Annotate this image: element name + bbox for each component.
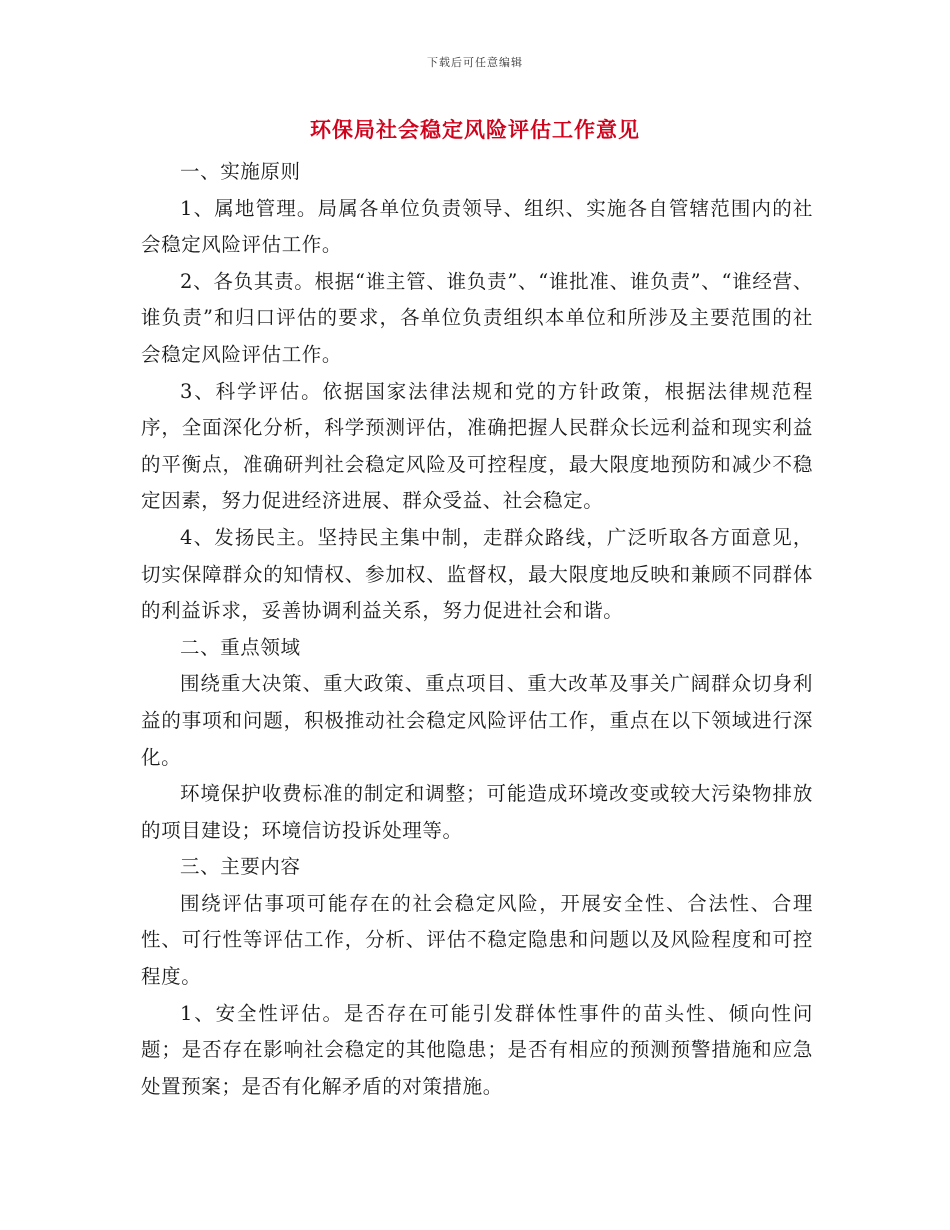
document-title: 环保局社会稳定风险评估工作意见 (310, 117, 640, 142)
paragraph-scientific-assessment: 3、科学评估。依据国家法律法规和党的方针政策，根据法律规范程序，全面深化分析，科学预测评估，准确把握人民群众长远利益和现实利益的平衡点，准确研判社会稳定风险及可控程度，最大限度地预防和减少不稳定因素，努力促进经济进展、群众受益、社会稳定。 (141, 379, 813, 513)
paragraph-territorial-management: 1、属地管理。局属各单位负责领导、组织、实施各自管辖范围内的社会稳定风险评估工作。 (141, 196, 813, 257)
paragraph-democracy: 4、发扬民主。坚持民主集中制，走群众路线，广泛听取各方面意见，切实保障群众的知情权、参加权、监督权，最大限度地反映和兼顾不同群体的利益诉求，妥善协调利益关系，努力促进社会和谐。 (141, 525, 813, 623)
paragraph-safety-assessment: 1、安全性评估。是否存在可能引发群体性事件的苗头性、倾向性问题；是否存在影响社会稳定的其他隐患；是否有相应的预测预警措施和应急处置预案；是否有化解矛盾的对策措施。 (141, 1001, 813, 1098)
section-heading-principles: 一、实施原则 (180, 160, 301, 183)
paragraph-main-content-intro: 围绕评估事项可能存在的社会稳定风险，开展安全性、合法性、合理性、可行性等评估工作，分析、评估不稳定隐患和问题以及风险程度和可控程度。 (141, 891, 813, 989)
section-heading-main-content: 三、主要内容 (180, 855, 301, 879)
paragraph-responsibility: 2、各负其责。根据“谁主管、谁负责”、“谁批准、谁负责”、“谁经营、谁负责”和归口评估的要求，各单位负责组织本单位和所涉及主要范围的社会稳定风险评估工作。 (141, 269, 813, 366)
paragraph-key-areas-list: 环境保护收费标准的制定和调整；可能造成环境改变或较大污染物排放的项目建设；环境信访投诉处理等。 (141, 782, 813, 842)
document-body (141, 154, 813, 1105)
paragraph-key-areas-intro: 围绕重大决策、重大政策、重点项目、重大改革及事关广阔群众切身利益的事项和问题，积极推动社会稳定风险评估工作，重点在以下领域进行深化。 (141, 672, 813, 769)
section-heading-key-areas: 二、重点领域 (180, 635, 301, 659)
header-note: 下载后可任意编辑 (427, 56, 523, 69)
